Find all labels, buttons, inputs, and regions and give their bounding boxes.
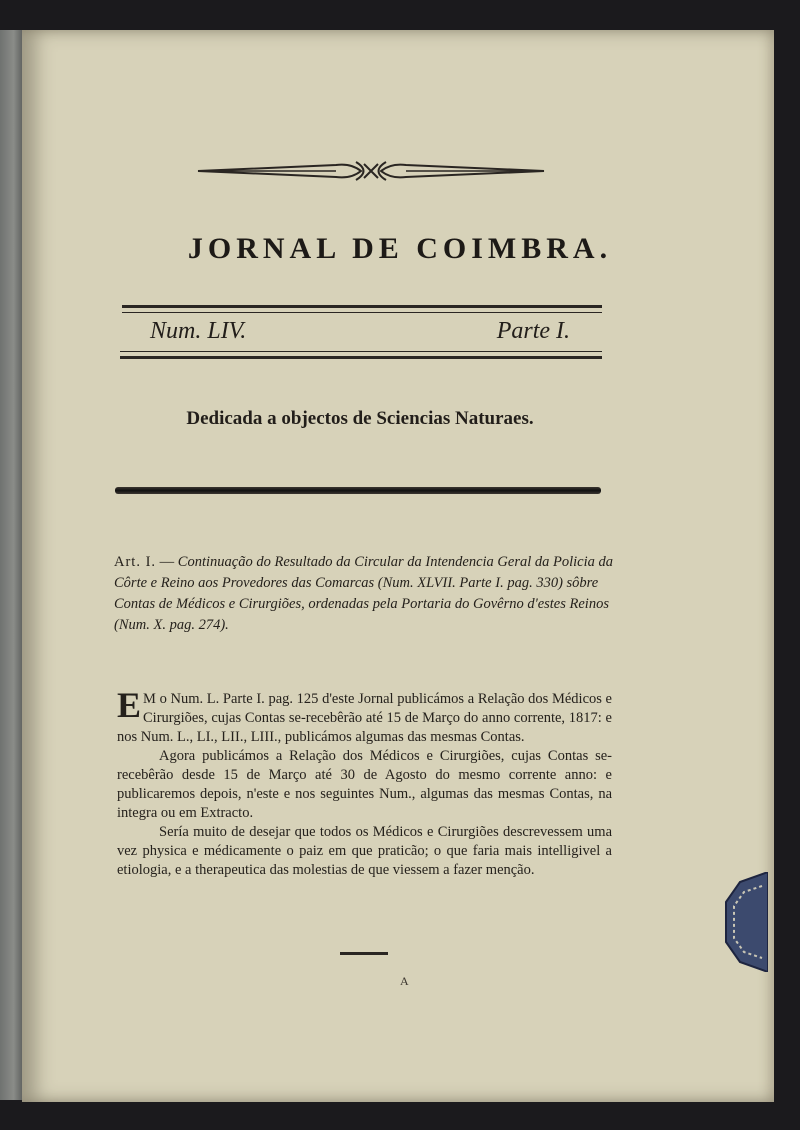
drop-capital: E [117,685,142,725]
article-dash: — [156,554,178,570]
paragraph-1 [117,685,612,747]
issue-number: Num. LIV. [150,318,247,344]
ornament-divider [196,158,546,184]
printer-signature-mark: A [400,974,409,988]
library-tab-marker [722,872,768,972]
bottom-double-rule-b [120,356,602,359]
article-body [117,685,612,880]
end-rule [340,952,388,955]
heavy-divider-rule [115,487,601,494]
section-subject: Dedicada a objectos de Sciencias Naturaes. [186,408,534,429]
paragraph-3: Sería muito de desejar que todos os Médicos e Cirurgiões descrevessem uma vez physica e médicamente o paiz em que praticão; o que faria mais intelligivel a etiologia, e a therapeutica das molestias de que viessem a fazer menção. [117,824,612,878]
paragraph-1-text: M o Num. L. Parte I. pag. 125 d'este Jornal publicámos a Relação dos Médicos e Cirurgiões, cujas Contas se-recebêrão até 15 de Março do anno corrente, 1817: e nos Num. L., LI., LII., LIII., publicámos algumas das mesmas Contas. [117,691,612,745]
article-title: Continuação do Resultado da Circular da Intendencia Geral da Policia da Côrte e Reino aos Provedores das Comarcas (Num. XLVII. Parte I. pag. 330) sôbre Contas de Médicos e Cirurgiões, ordenadas pela Portaria do Govêrno d'estes Reinos (Num. X. pag. 274). [114,554,614,633]
paragraph-2: Agora publicámos a Relação dos Médicos e Cirurgiões, cujas Contas se-recebêrão desde 15 de Março até 30 de Agosto do mesmo corrente anno: e publicaremos depois, n'este e nos seguintes Num., algumas das mesmas Contas, na integra ou em Extracto. [117,748,612,821]
bottom-double-rule-a [120,351,602,352]
top-double-rule-a [122,305,602,308]
top-double-rule-b [122,312,602,313]
article-label: Art. I. [114,554,157,570]
article-heading [114,552,614,636]
issue-part: Parte I. [496,318,570,344]
journal-masthead: JORNAL DE COIMBRA. [187,232,613,265]
